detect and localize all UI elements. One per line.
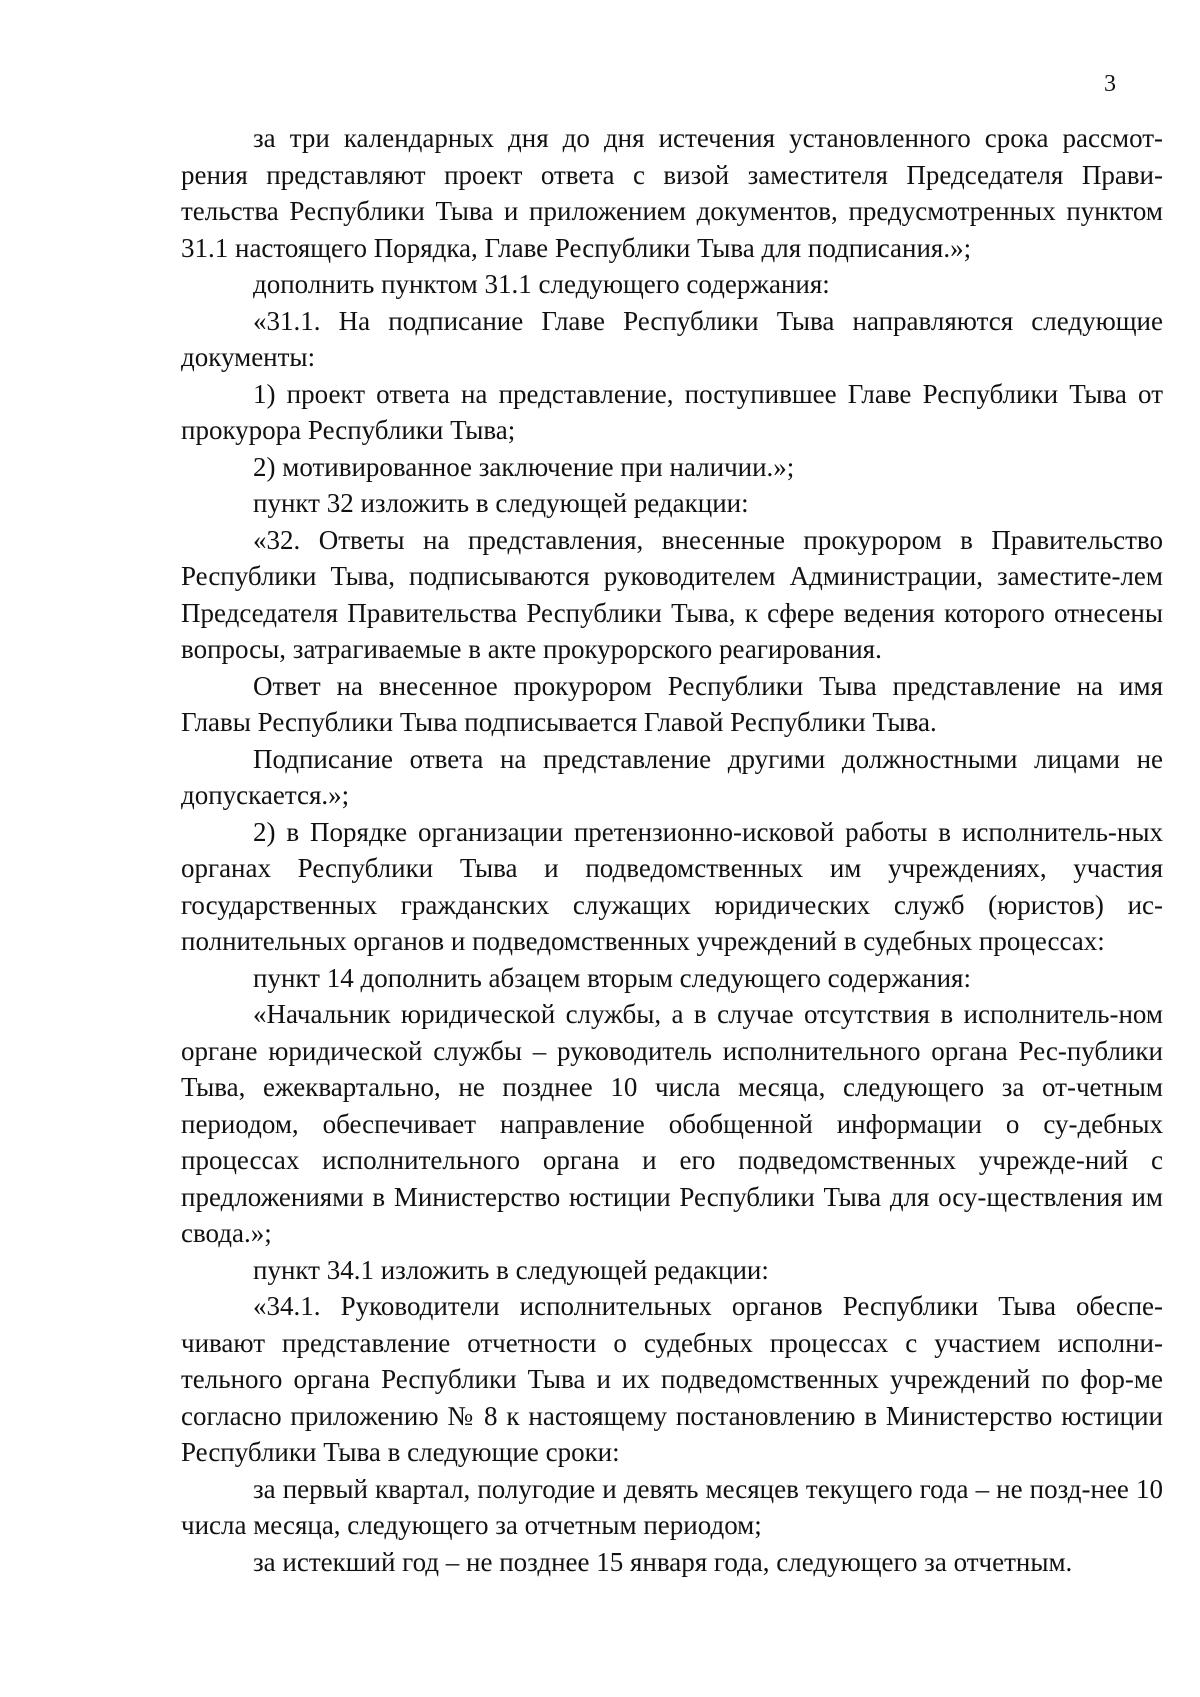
- paragraph: дополнить пунктом 31.1 следующего содержания:: [253, 269, 830, 299]
- document-body: [181, 120, 1163, 1580]
- paragraph: пункт 14 дополнить абзацем вторым следующего содержания:: [253, 962, 971, 993]
- paragraph: за истекший год – не позднее 15 января года, следующего за отчетным.: [253, 1546, 1073, 1577]
- paragraph: 2) в Порядке организации претензионно-исковой работы в исполнитель-ных органах Республики Тыва и подведомственных им учреждениях, участия государственных гражданских служащих юридических служб (юристов) ис-полнительных органов и подведомственных учреждений в судебных процессах:: [181, 816, 1163, 956]
- paragraph: за первый квартал, полугодие и девять месяцев текущего года – не позд-нее 10 числа месяца, следующего за отчетным периодом;: [181, 1473, 1163, 1540]
- page-number: 3: [1104, 71, 1116, 97]
- paragraph: «31.1. На подписание Главе Республики Тыва направляются следующие документы:: [181, 305, 1163, 372]
- paragraph: пункт 34.1 изложить в следующей редакции:: [253, 1254, 769, 1285]
- paragraph: «32. Ответы на представления, внесенные прокурором в Правительство Республики Тыва, подписываются руководителем Администрации, заместите-лем Председателя Правительства Республики Тыва, к сфере ведения которого отнесены вопросы, затрагиваемые в акте прокурорского реагирования.: [181, 524, 1163, 664]
- paragraph: 1) проект ответа на представление, поступившее Главе Республики Тыва от прокурора Республики Тыва;: [181, 378, 1163, 445]
- paragraph: «Начальник юридической службы, а в случае отсутствия в исполнитель-ном органе юридической службы – руководитель исполнительного органа Рес-публики Тыва, ежеквартально, не позднее 10 числа месяца, следующего за от-четным периодом, обеспечивает направление обобщенной информации о су-дебных процессах исполнительного органа и его подведомственных учрежде-ний с предложениями в Министерство юстиции Республики Тыва для осу-ществления им свода.»;: [181, 999, 1163, 1248]
- paragraph: 2) мотивированное заключение при наличии.»;: [253, 451, 795, 482]
- paragraph: Подписание ответа на представление другими должностными лицами не допускается.»;: [181, 743, 1163, 810]
- paragraph: за три календарных дня до дня истечения установленного срока рассмот-рения представляют проект ответа с визой заместителя Председателя Прави-тельства Республики Тыва и приложением документов, предусмотренных пунктом 31.1 настоящего Порядка, Главе Республики Тыва для подписания.»;: [181, 123, 1163, 263]
- paragraph: «34.1. Руководители исполнительных органов Республики Тыва обеспе-чивают представление отчетности о судебных процессах с участием исполни-тельного органа Республики Тыва и их подведомственных учреждений по фор-ме согласно приложению № 8 к настоящему постановлению в Министерство юстиции Республики Тыва в следующие сроки:: [181, 1291, 1163, 1467]
- paragraph: пункт 32 изложить в следующей редакции:: [253, 488, 749, 518]
- paragraph: Ответ на внесенное прокурором Республики Тыва представление на имя Главы Республики Тыва подписывается Главой Республики Тыва.: [181, 670, 1163, 737]
